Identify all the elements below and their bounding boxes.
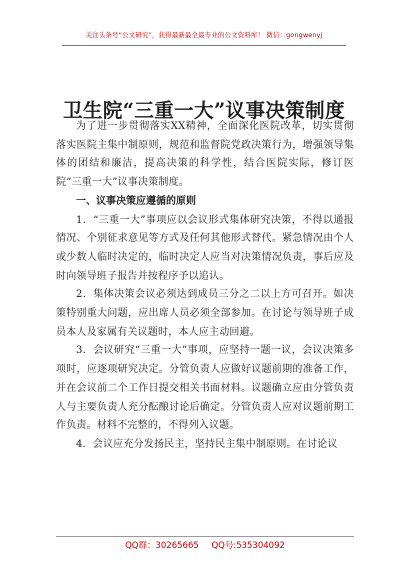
- document-title: 卫生院“三重一大”议事决策制度: [63, 99, 345, 123]
- document-body: [56, 118, 354, 455]
- footer-qq-group: QQ群：30265665: [125, 541, 199, 551]
- paragraph-2: 2．集体决策会议必须达到成员三分之二以上方可召开。如决策特别重大问题，应出席人员必须全部参加。在讨论与领导班子成员本人及家属有关议题时，本人应主动回避。: [56, 289, 354, 338]
- header-divider: [62, 45, 346, 46]
- paragraph-3: 3．会议研究“三重一大”事项，应坚持一题一议，会议决策多项时，应逐项研究决定。分管负责人应做好议题前期的准备工作，并在会议前二个工作日提交相关书面材料。议题确立应由分管负责人与主要负责人充分酝酿讨论后确定。分管负责人应对议题前期工作负责。材料不完整的，不得列入议题。: [56, 345, 354, 432]
- footer-contact: [56, 536, 354, 551]
- header-banner: 关注头条号“公文研究”，获得最新最全最专业的公文资料库！ 微信：gongwenyj: [85, 31, 323, 39]
- paragraph-4: 4．会议应充分发扬民主，坚持民主集中制原则。在讨论议: [76, 438, 338, 450]
- intro-paragraph: 为了进一步贯彻落实XX精神，全面深化医院改革，切实贯彻落实医院主集中制原则，规范和监督院党政决策行为，增强领导集体的团结和廉洁，提高决策的科学性，结合医院实际，修订医院“三重一大”议事决策制度。: [56, 121, 354, 189]
- paragraph-1: 1．“三重一大”事项应以会议形式集体研究决策，不得以通报情况、个别征求意见等方式及任何其他形式替代。紧急情况由个人或少数人临时决定的，临时决定人应当对决策情况负责，事后应及时向领导班子报告并按程序予以追认。: [56, 214, 354, 282]
- footer-qq-number: QQ号:535304092: [211, 541, 285, 551]
- section-heading-principles: 一、议事决策应遵循的原则: [76, 195, 196, 207]
